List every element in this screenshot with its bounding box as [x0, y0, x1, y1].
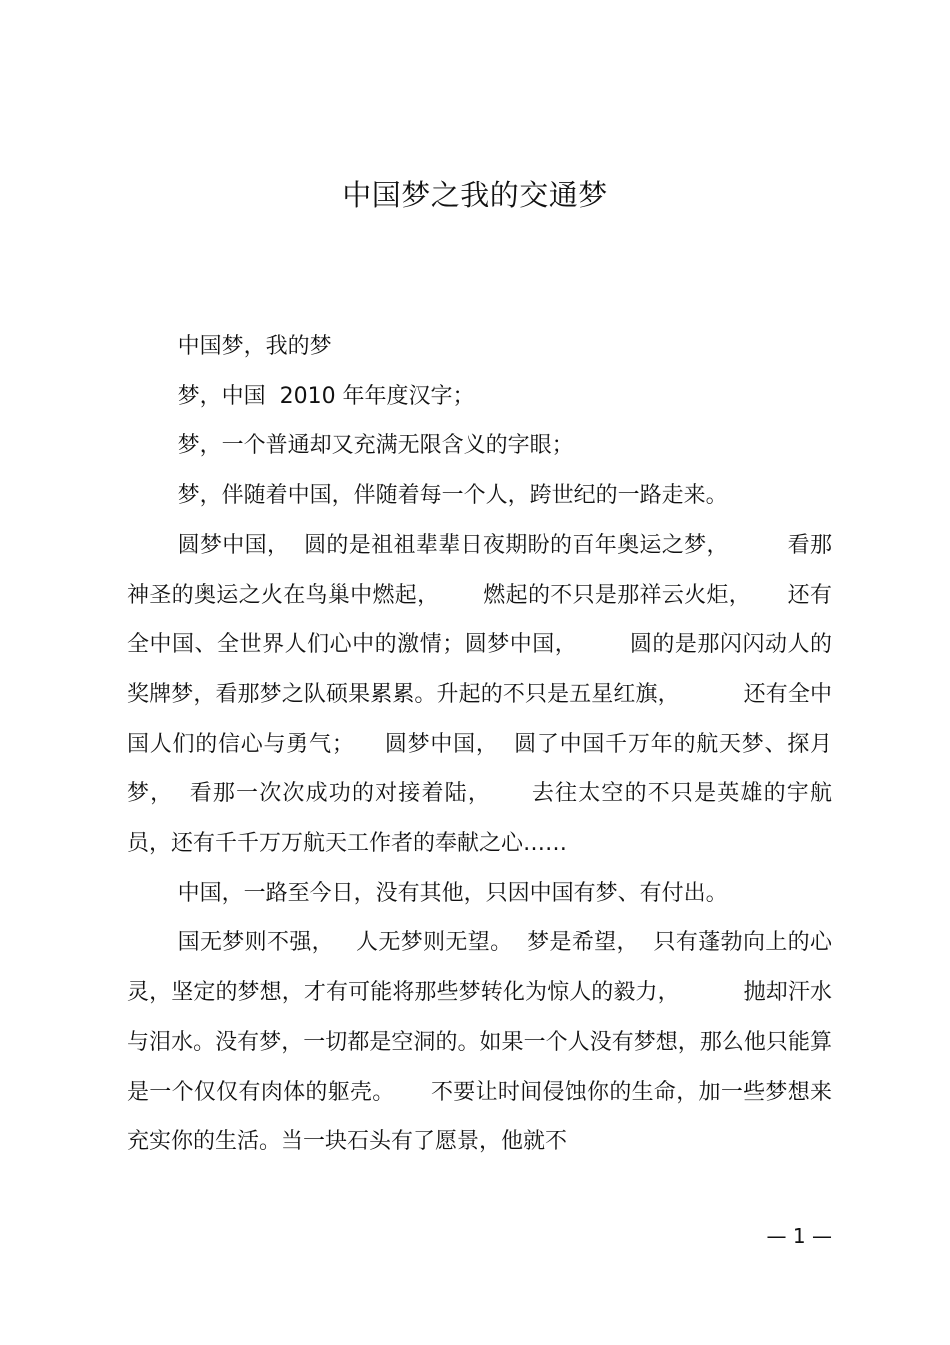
page-number: — 1 — — [766, 1224, 832, 1248]
document-title: 中国梦之我的交通梦 — [342, 178, 608, 212]
paragraph: 中国梦，我的梦 — [177, 334, 332, 359]
paragraph: 梦，中国 2010 年年度汉字； — [177, 383, 475, 409]
paragraph: 中国，一路至今日，没有其他，只因中国有梦、有付出。 — [177, 880, 728, 906]
document-body — [127, 322, 832, 1167]
paragraph: 梦，伴随着中国，伴随着每一个人，跨世纪的一路走来。 — [177, 483, 728, 509]
paragraph: 梦，一个普通却又充满无限含义的字眼； — [177, 433, 574, 459]
paragraph: 国无梦则不强， 人无梦则无望。 梦是希望， 只有蓬勃向上的心灵，坚定的梦想，才有可能将那些梦转化为惊人的毅力， 抛却汗水与泪水。没有梦，一切都是空洞的。如果一个人没有梦想，那么他只能算是一个仅仅有肉体的躯壳。 不要让时间侵蚀你的生命，加一些梦想来充实你的生活。当一块石头有了愿景，他就不 — [127, 930, 832, 1155]
paragraph: 圆梦中国， 圆的是祖祖辈辈日夜期盼的百年奥运之梦， 看那神圣的奥运之火在鸟巢中燃起， 燃起的不只是那祥云火炬， 还有全中国、全世界人们心中的激情；圆梦中国， 圆的是那闪闪动人的奖牌梦，看那梦之队硕果累累。升起的不只是五星红旗， 还有全中国人们的信心与勇气； 圆梦中国， 圆了中国千万年的航天梦、探月梦， 看那一次次成功的对接着陆， 去往太空的不只是英雄的宇航员，还有千千万万航天工作者的奉献之心…… — [127, 532, 832, 857]
